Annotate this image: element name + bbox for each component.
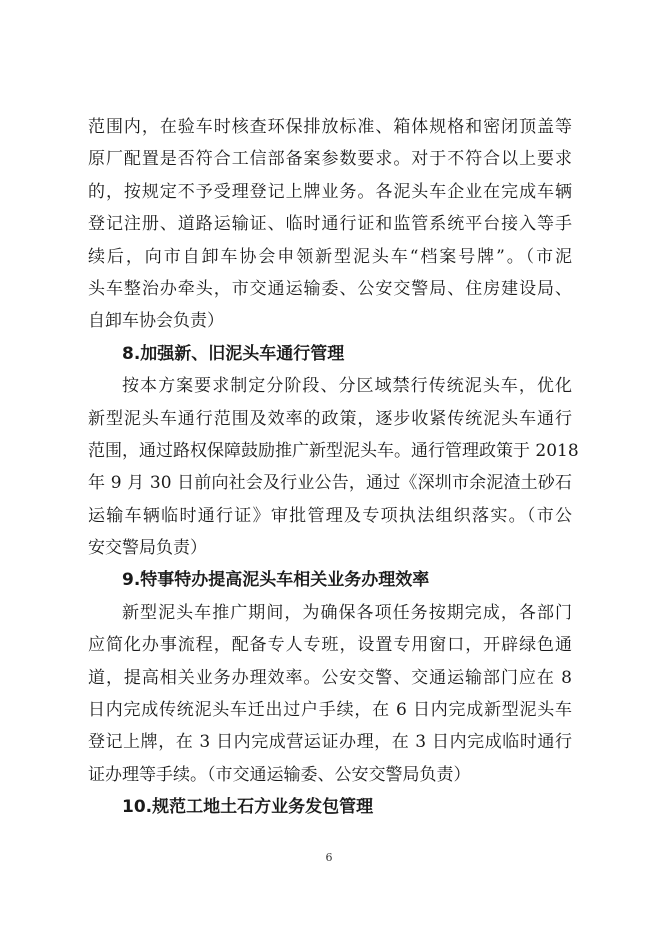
document-body (88, 111, 579, 824)
paragraph-line: 原厂配置是否符合工信部备案参数要求。对于不符合以上要求 (88, 149, 572, 170)
page-number: 6 (325, 851, 333, 864)
paragraph-line: 登记注册、道路运输证、临时通行证和监管系统平台接入等手 (88, 214, 572, 235)
paragraph-line: 安交警局负责） (88, 538, 207, 559)
section-heading-8: 8.加强新、旧泥头车通行管理 (122, 343, 345, 364)
paragraph-line: 运输车辆临时通行证》审批管理及专项执法组织落实。（市公 (88, 505, 572, 526)
paragraph-line: 按本方案要求制定分阶段、分区域禁行传统泥头车，优化 (122, 376, 572, 397)
paragraph-line: 自卸车协会负责） (88, 311, 224, 332)
paragraph-line: 年 9 月 30 日前向社会及行业公告，通过《深圳市余泥渣土砂石 (88, 473, 572, 494)
paragraph-line: 续后，向市自卸车协会申领新型泥头车“档案号牌”。（市泥 (88, 246, 572, 267)
paragraph-line: 新型泥头车通行范围及效率的政策，逐步收紧传统泥头车通行 (88, 408, 572, 429)
paragraph-line: 日内完成传统泥头车迁出过户手续，在 6 日内完成新型泥头车 (88, 700, 572, 721)
paragraph-line: 道，提高相关业务办理效率。公安交警、交通运输部门应在 8 (88, 667, 572, 688)
paragraph-line: 的，按规定不予受理登记上牌业务。各泥头车企业在完成车辆 (88, 181, 572, 202)
paragraph-line: 应简化办事流程，配备专人专班，设置专用窗口，开辟绿色通 (88, 635, 572, 656)
paragraph-line: 证办理等手续。（市交通运输委、公安交警局负责） (88, 764, 471, 785)
paragraph-line: 登记上牌，在 3 日内完成营运证办理，在 3 日内完成临时通行 (88, 732, 572, 753)
paragraph-line: 新型泥头车推广期间，为确保各项任务按期完成，各部门 (122, 602, 572, 623)
section-heading-10: 10.规范工地土石方业务发包管理 (122, 797, 374, 818)
paragraph-line: 头车整治办牵头，市交通运输委、公安交警局、住房建设局、 (88, 278, 572, 299)
paragraph-line: 范围内，在验车时核查环保排放标准、箱体规格和密闭顶盖等 (88, 117, 572, 137)
paragraph-line: 范围，通过路权保障鼓励推广新型泥头车。通行管理政策于 2018 (88, 440, 579, 461)
section-heading-9: 9.特事特办提高泥头车相关业务办理效率 (122, 570, 430, 591)
